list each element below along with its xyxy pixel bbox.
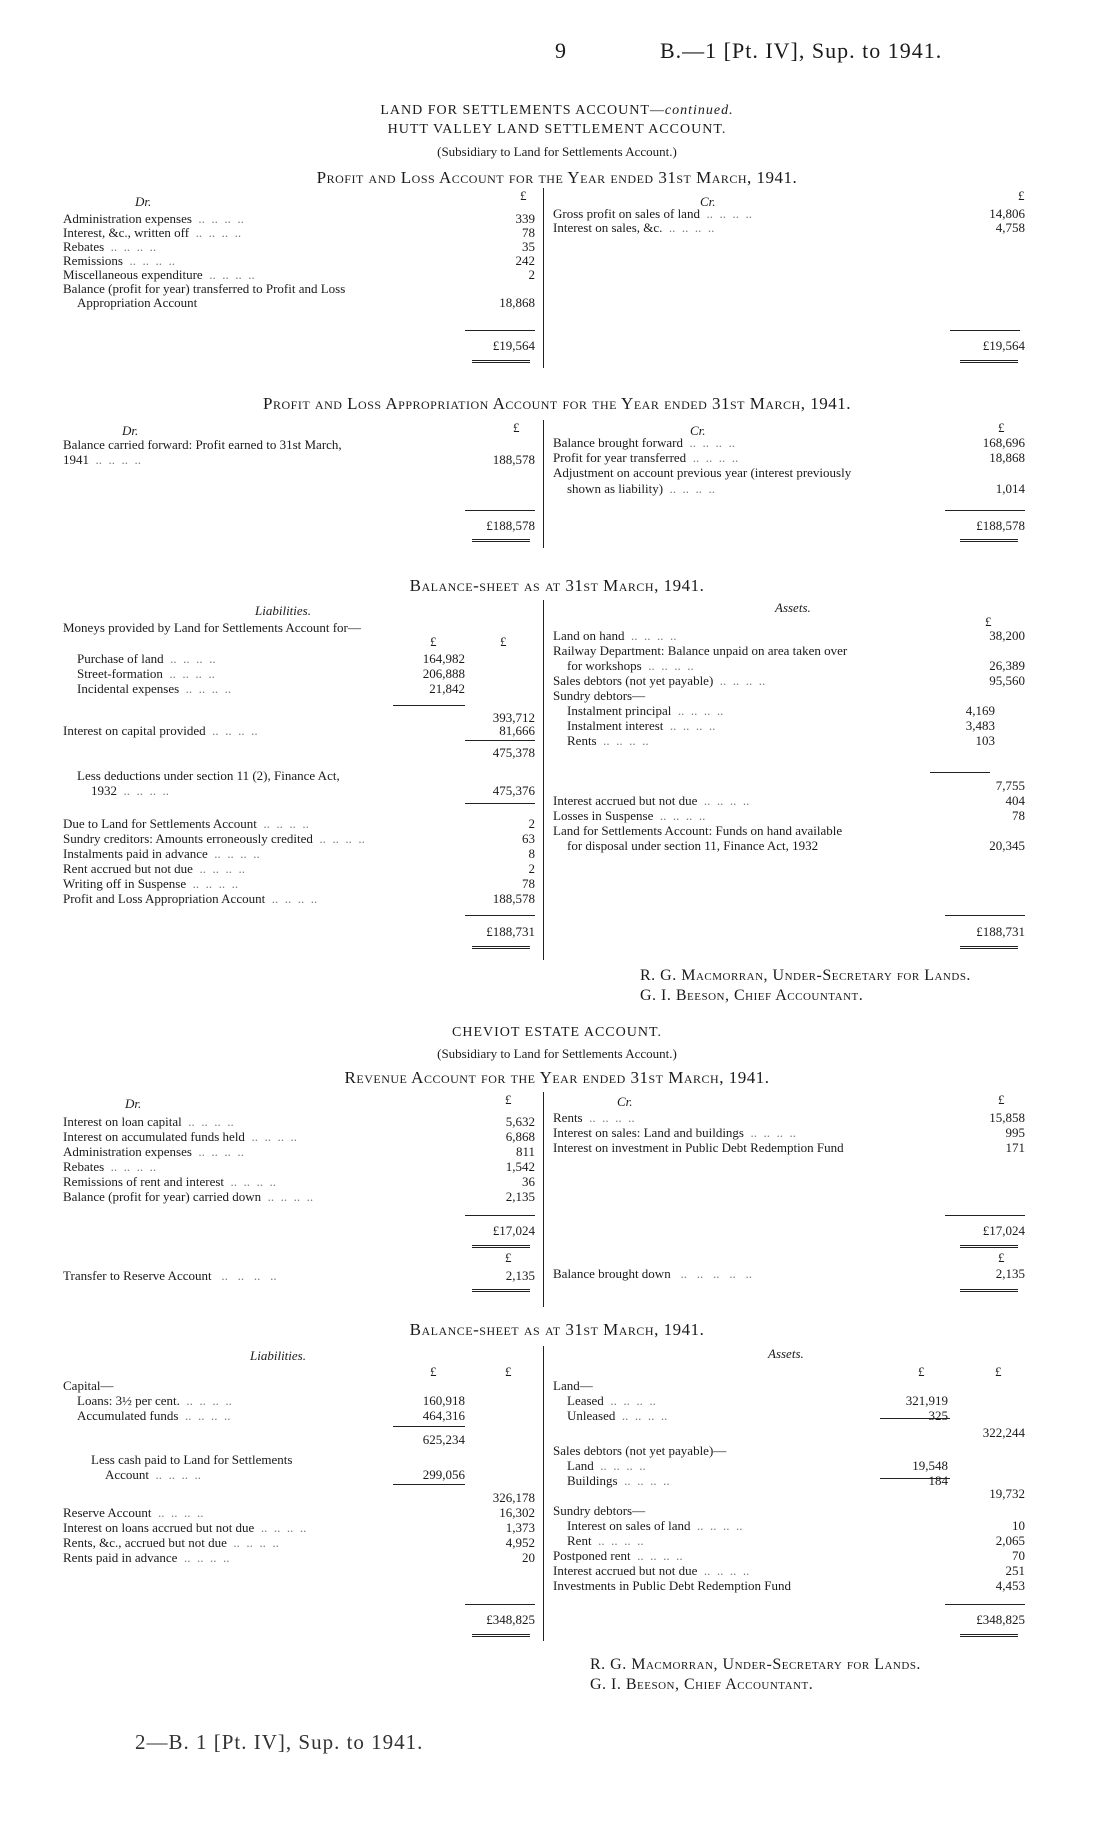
appr-cr-pound: £: [998, 420, 1005, 435]
cheviot-signature-chief-accountant: G. I. Beeson, Chief Accountant.: [590, 1676, 814, 1693]
cbs-asset-row: [553, 1578, 1025, 1593]
pl-debit-row: [63, 281, 535, 296]
pl-debit-row: Miscellaneous expenditure .. .. .. .. 2: [63, 267, 535, 282]
bs-less-row: 1932 .. .. .. .. 475,376: [63, 783, 535, 798]
row-label: Accumulated funds: [77, 1408, 179, 1423]
row-label: Rents paid in advance: [63, 1550, 178, 1565]
row-label: Rent accrued but not due: [63, 861, 193, 876]
row-label: Incidental expenses: [77, 681, 180, 696]
row-amount: 1,542: [505, 1159, 535, 1174]
row-label: Less cash paid to Land for Settlements: [91, 1452, 293, 1467]
row-label: Interest on sales: Land and buildings: [553, 1125, 744, 1140]
rev-dr-double-rule: [472, 1245, 530, 1248]
cbs-divider: [543, 1346, 544, 1641]
row-amount: 164,982: [422, 651, 465, 666]
bs-liab-row: Writing off in Suspense .. .. .. .. 78: [63, 876, 535, 891]
row-label: Interest on loans accrued but not due: [63, 1520, 255, 1535]
cbs-liabilities-title: Liabilities.: [250, 1348, 306, 1363]
row-label: Interest accrued but not due: [553, 793, 698, 808]
bs-moneys-provided: Moneys provided by Land for Settlements Account for—: [63, 620, 361, 635]
appr-dr-double-rule: [472, 539, 530, 542]
row-label: Railway Department: Balance unpaid on area taken over: [553, 643, 848, 658]
row-amount: 171: [1005, 1140, 1025, 1155]
row-amount: 160,918: [422, 1393, 465, 1408]
row-amount: 78: [1012, 808, 1025, 823]
cbs-asset-row: Interest accrued but not due .. .. .. .. 251: [553, 1563, 1025, 1578]
row-label: Remissions of rent and interest: [63, 1174, 225, 1189]
cheviot-title: CHEVIOT ESTATE ACCOUNT.: [452, 1025, 662, 1040]
appr-dr-label: Dr.: [122, 423, 139, 438]
row-amount: 3,483: [965, 718, 995, 733]
cbs-asset-row: Buildings .. .. .. .. 184: [553, 1473, 948, 1488]
cbs-total-liabilities: £348,825: [486, 1612, 535, 1627]
row-amount: 404: [1005, 793, 1025, 808]
bs-asset-row: [553, 688, 1025, 703]
rev-transfer-row: Transfer to Reserve Account .. .. .. .. 2,135: [63, 1268, 535, 1283]
appr-credit-row: [553, 465, 1025, 480]
pl-heading: Profit and Loss Account for the Year ended 31st March, 1941.: [316, 168, 798, 187]
pl-dr-pound: £: [520, 188, 527, 203]
bs-heading: Balance-sheet as at 31st March, 1941.: [409, 576, 705, 595]
bs-divider: [543, 600, 544, 960]
bs-liab-double-rule: [472, 946, 530, 949]
pl-dr-double-rule: [472, 360, 530, 363]
appr-credit-row: Profit for year transferred .. .. .. .. 18,868: [553, 450, 1025, 465]
row-label: Interest accrued but not due: [553, 1563, 698, 1578]
cheviot-subsidiary: (Subsidiary to Land for Settlements Account.): [437, 1046, 677, 1061]
pl-debit-row: Rebates .. .. .. .. 35: [63, 239, 535, 254]
pl-debit-row: Administration expenses .. .. .. .. 339: [63, 211, 535, 226]
appr-heading: Profit and Loss Appropriation Account for the Year ended 31st March, 1941.: [263, 394, 851, 413]
row-amount: 8: [528, 846, 535, 861]
bs-less-rule: [465, 803, 535, 804]
row-amount: 625,234: [422, 1432, 465, 1447]
row-amount: 251: [1005, 1563, 1025, 1578]
rev-dr-rule: [465, 1215, 535, 1216]
row-amount: 995: [1005, 1125, 1025, 1140]
appr-debit-row: [63, 437, 535, 452]
cbs-asset-row: [553, 1378, 1025, 1393]
rev-transfer-pound: £: [505, 1250, 512, 1265]
bs-sub-rule: [393, 705, 465, 706]
cbs-heading: Balance-sheet as at 31st March, 1941.: [409, 1320, 705, 1339]
row-amount: 2: [528, 267, 535, 282]
bs-assets-title: Assets.: [775, 600, 811, 615]
cheviot-signature-under-secretary: R. G. Macmorran, Under-Secretary for Lands.: [590, 1656, 921, 1673]
row-label: Balance brought forward: [553, 435, 683, 450]
rev-cr-label: Cr.: [617, 1094, 633, 1109]
row-amount: 464,316: [422, 1408, 465, 1423]
row-label: Gross profit on sales of land: [553, 206, 700, 221]
rev-debit-row: Remissions of rent and interest .. .. .. .. 36: [63, 1174, 535, 1189]
rev-credit-row: [553, 1140, 1025, 1155]
row-label: 1941: [63, 452, 89, 467]
row-amount: 4,952: [505, 1535, 535, 1550]
row-amount: 188,578: [492, 891, 535, 906]
rev-total-cr: £17,024: [982, 1223, 1025, 1238]
row-amount: 475,376: [492, 783, 535, 798]
bs-sundry-row: Rents .. .. .. .. 103: [553, 733, 995, 748]
cbs-less-rule: [393, 1484, 465, 1485]
bs-total-assets: £188,731: [976, 924, 1025, 939]
bs-total-liabilities: £188,731: [486, 924, 535, 939]
row-amount: 811: [515, 1144, 535, 1159]
row-amount: 10: [1012, 1518, 1025, 1533]
rev-dr-pound: £: [505, 1092, 512, 1107]
bs-sundry-rule: [930, 772, 990, 773]
appr-dr-rule: [465, 510, 535, 511]
row-label: Rents: [553, 1110, 583, 1125]
row-amount: 393,712: [492, 710, 535, 725]
appr-cr-rule: [945, 510, 1025, 511]
rev-debit-row: Interest on loan capital .. .. .. .. 5,632: [63, 1114, 535, 1129]
row-label: Loans: 3½ per cent.: [77, 1393, 180, 1408]
bs-liabilities-title: Liabilities.: [255, 603, 311, 618]
row-label: Account: [105, 1467, 150, 1482]
rev-debit-row: Interest on accumulated funds held .. .. .. .. 6,868: [63, 1129, 535, 1144]
appr-debit-row: 1941 .. .. .. .. 188,578: [63, 452, 535, 467]
pl-cr-rule: [950, 330, 1020, 331]
row-amount: 206,888: [422, 666, 465, 681]
row-amount: 326,178: [492, 1490, 535, 1505]
row-amount: 15,858: [989, 1110, 1025, 1125]
cbs-liab-row: [63, 1452, 465, 1467]
row-amount: 18,868: [499, 295, 535, 310]
bs-liab-pound-1: £: [430, 634, 437, 649]
row-label: Land—: [553, 1378, 593, 1393]
row-label: Less deductions under section 11 (2), Finance Act,: [77, 768, 340, 783]
pl-cr-double-rule: [960, 360, 1018, 363]
bs-asset-row: [553, 823, 1025, 838]
cbs-cap-rule: [393, 1426, 465, 1427]
row-amount: 2: [528, 816, 535, 831]
bs-interest-row: Interest on capital provided .. .. .. .. 81,666: [63, 723, 535, 738]
bs-liab-row: Rent accrued but not due .. .. .. .. 2: [63, 861, 535, 876]
row-label: Miscellaneous expenditure: [63, 267, 203, 282]
cbs-asset-row: [553, 1443, 1025, 1458]
bs-asset-row: Sales debtors (not yet payable) .. .. .. .. 95,560: [553, 673, 1025, 688]
row-amount: 322,244: [982, 1425, 1025, 1440]
pl-divider: [543, 188, 544, 368]
row-amount: 325: [928, 1408, 948, 1423]
pl-dr-rule: [465, 330, 535, 331]
appr-dr-pound: £: [513, 420, 520, 435]
row-label: Balance (profit for year) carried down: [63, 1189, 262, 1204]
row-label: Appropriation Account: [77, 295, 198, 310]
pl-debit-row: Interest, &c., written off .. .. .. .. 78: [63, 225, 535, 240]
row-label: Administration expenses: [63, 1144, 192, 1159]
row-label: Instalments paid in advance: [63, 846, 208, 861]
bs-less-row: [63, 768, 535, 783]
appr-credit-row: Balance brought forward .. .. .. .. 168,696: [553, 435, 1025, 450]
rev-transfer-double-rule: [472, 1289, 530, 1292]
row-amount: 2,135: [505, 1189, 535, 1204]
cbs-sales-rule: [880, 1478, 950, 1479]
bs-liab-row: Instalments paid in advance .. .. .. .. 8: [63, 846, 535, 861]
row-label: shown as liability): [567, 481, 664, 496]
rev-cr-double-rule: [960, 1245, 1018, 1248]
bs-sundry-row: Instalment principal .. .. .. .. 4,169: [553, 703, 995, 718]
row-amount: 78: [522, 225, 535, 240]
pl-total-cr: £19,564: [982, 338, 1025, 353]
cbs-liab-pound-1: £: [430, 1364, 437, 1379]
row-amount: 168,696: [982, 435, 1025, 450]
row-amount: 339: [515, 211, 535, 226]
bs-liab-sub-row: Incidental expenses .. .. .. .. 21,842: [63, 681, 465, 696]
bs-liab-pound-2: £: [500, 634, 507, 649]
cbs-assets-title: Assets.: [768, 1346, 804, 1361]
row-label: Land for Settlements Account: Funds on hand available: [553, 823, 843, 838]
row-label: Rebates: [63, 1159, 105, 1174]
pl-credit-row: Gross profit on sales of land .. .. .. .. 14,806: [553, 206, 1025, 221]
row-amount: 2,065: [995, 1533, 1025, 1548]
cbs-assets-pound-2: £: [995, 1364, 1002, 1379]
row-amount: 26,389: [989, 658, 1025, 673]
row-label: for workshops: [567, 658, 642, 673]
bs-asset-row: for workshops .. .. .. .. 26,389: [553, 658, 1025, 673]
bs-liab-sub-row: Street-formation .. .. .. .. 206,888: [63, 666, 465, 681]
pl-debit-row: Remissions .. .. .. .. 242: [63, 253, 535, 268]
bs-liab-row: Profit and Loss Appropriation Account .. .. .. .. 188,578: [63, 891, 535, 906]
bs-assets-double-rule: [960, 946, 1018, 949]
row-label: Remissions: [63, 253, 123, 268]
cbs-liab-row: Loans: 3½ per cent. .. .. .. .. 160,918: [63, 1393, 465, 1408]
cbs-assets-pound-1: £: [918, 1364, 925, 1379]
cbs-liab-total-rule: [465, 1604, 535, 1605]
cbs-land-rule: [880, 1418, 950, 1419]
row-label: Interest on capital provided: [63, 723, 206, 738]
bs-interest-rule: [465, 740, 535, 741]
row-label: Sundry debtors—: [553, 688, 646, 703]
row-label: Interest on sales, &c.: [553, 220, 663, 235]
row-label: for disposal under section 11, Finance Act, 1932: [567, 838, 819, 853]
row-amount: 19,548: [912, 1458, 948, 1473]
bs-asset-row: [553, 838, 1025, 853]
title-hutt-valley: HUTT VALLEY LAND SETTLEMENT ACCOUNT.: [387, 122, 727, 137]
row-label: Capital—: [63, 1378, 114, 1393]
row-amount: 20,345: [989, 838, 1025, 853]
cbs-liab-pound-2: £: [505, 1364, 512, 1379]
row-amount: 1,373: [505, 1520, 535, 1535]
rev-total-dr: £17,024: [492, 1223, 535, 1238]
bs-liab-sub-row: Purchase of land .. .. .. .. 164,982: [63, 651, 465, 666]
row-label: Instalment principal: [567, 703, 672, 718]
cbs-asset-row: Land .. .. .. .. 19,548: [553, 1458, 948, 1473]
row-label: Sales debtors (not yet payable)—: [553, 1443, 727, 1458]
row-label: Balance (profit for year) transferred to Profit and Loss: [63, 281, 346, 296]
bs-asset-row: Land on hand .. .. .. .. 38,200: [553, 628, 1025, 643]
row-amount: 242: [515, 253, 535, 268]
row-amount: 4,169: [965, 703, 995, 718]
appr-divider: [543, 420, 544, 548]
rev-debit-row: Balance (profit for year) carried down .. .. .. .. 2,135: [63, 1189, 535, 1204]
row-label: Sundry creditors: Amounts erroneously credited: [63, 831, 313, 846]
row-amount: 2: [528, 861, 535, 876]
row-amount: 103: [975, 733, 995, 748]
cbs-liab-row: Rents, &c., accrued but not due .. .. .. .. 4,952: [63, 1535, 535, 1550]
row-amount: 5,632: [505, 1114, 535, 1129]
row-label: Administration expenses: [63, 211, 192, 226]
row-label: Interest, &c., written off: [63, 225, 190, 240]
row-amount: 4,453: [995, 1578, 1025, 1593]
row-amount: 7,755: [995, 778, 1025, 793]
title-land-for-settlements: LAND FOR SETTLEMENTS ACCOUNT—continued.: [380, 103, 734, 118]
row-amount: 21,842: [429, 681, 465, 696]
row-label: Adjustment on account previous year (interest previously: [553, 465, 852, 480]
rev-credit-row: Interest on sales: Land and buildings .. .. .. .. 995: [553, 1125, 1025, 1140]
row-amount: 299,056: [422, 1467, 465, 1482]
row-label: Losses in Suspense: [553, 808, 654, 823]
appr-total-dr: £188,578: [486, 518, 535, 533]
appr-credit-row: shown as liability) .. .. .. .. 1,014: [553, 481, 1025, 496]
pl-credit-row: Interest on sales, &c. .. .. .. .. 4,758: [553, 220, 1025, 235]
row-label: Leased: [567, 1393, 604, 1408]
row-amount: 38,200: [989, 628, 1025, 643]
row-label: Unleased: [567, 1408, 616, 1423]
row-label: Profit for year transferred: [553, 450, 687, 465]
cbs-sundry-row: Interest on sales of land .. .. .. .. 10: [553, 1518, 1025, 1533]
row-label: Interest on accumulated funds held: [63, 1129, 245, 1144]
rev-debit-row: Rebates .. .. .. .. 1,542: [63, 1159, 535, 1174]
row-label: Rents: [567, 733, 597, 748]
row-amount: 63: [522, 831, 535, 846]
cbs-assets-total-rule: [945, 1604, 1025, 1605]
cbs-assets-double-rule: [960, 1634, 1018, 1637]
bs-liab-row: Due to Land for Settlements Account .. .. .. .. 2: [63, 816, 535, 831]
cbs-liab-row: [63, 1378, 535, 1393]
row-label: 1932: [91, 783, 117, 798]
rev-debit-row: Administration expenses .. .. .. .. 811: [63, 1144, 535, 1159]
row-label: Reserve Account: [63, 1505, 152, 1520]
rev-brought-pound: £: [998, 1250, 1005, 1265]
pl-total-dr: £19,564: [492, 338, 535, 353]
row-label: Profit and Loss Appropriation Account: [63, 891, 266, 906]
cbs-sundry-row: Rent .. .. .. .. 2,065: [553, 1533, 1025, 1548]
bs-liab-row: Sundry creditors: Amounts erroneously credited .. .. .. .. 63: [63, 831, 535, 846]
pl-debit-row: [63, 295, 535, 310]
row-amount: 81,666: [499, 723, 535, 738]
row-amount: 188,578: [492, 452, 535, 467]
cbs-liab-double-rule: [472, 1634, 530, 1637]
row-label: Sundry debtors—: [553, 1503, 646, 1518]
row-label: Rents, &c., accrued but not due: [63, 1535, 227, 1550]
rev-brought-double-rule: [960, 1289, 1018, 1292]
cbs-liab-row: Rents paid in advance .. .. .. .. 20: [63, 1550, 535, 1565]
row-label: Instalment interest: [567, 718, 664, 733]
rev-credit-row: Rents .. .. .. .. 15,858: [553, 1110, 1025, 1125]
row-amount: 36: [522, 1174, 535, 1189]
bs-asset-row: Losses in Suspense .. .. .. .. 78: [553, 808, 1025, 823]
signature-under-secretary: R. G. Macmorran, Under-Secretary for Lands.: [640, 967, 971, 984]
row-label: Interest on investment in Public Debt Redemption Fund: [553, 1140, 844, 1155]
row-amount: 1,014: [995, 481, 1025, 496]
bs-assets-pound: £: [985, 614, 992, 629]
rev-cr-pound: £: [998, 1092, 1005, 1107]
row-label: Rebates: [63, 239, 105, 254]
row-label: Investments in Public Debt Redemption Fund: [553, 1578, 791, 1593]
row-label: Sales debtors (not yet payable): [553, 673, 714, 688]
row-label: Interest on sales of land: [567, 1518, 691, 1533]
cbs-asset-row: Leased .. .. .. .. 321,919: [553, 1393, 948, 1408]
row-amount: 35: [522, 239, 535, 254]
appr-total-cr: £188,578: [976, 518, 1025, 533]
page-number: 9: [555, 38, 567, 63]
rev-cr-rule: [945, 1215, 1025, 1216]
row-amount: 475,378: [492, 745, 535, 760]
cbs-liab-row: Reserve Account .. .. .. .. 16,302: [63, 1505, 535, 1520]
rev-brought-row: Balance brought down .. .. .. .. .. 2,135: [553, 1266, 1025, 1281]
bs-assets-total-rule: [945, 915, 1025, 916]
row-label: Postponed rent: [553, 1548, 631, 1563]
pl-dr-label: Dr.: [135, 194, 152, 209]
signature-chief-accountant: G. I. Beeson, Chief Accountant.: [640, 987, 864, 1004]
row-amount: 95,560: [989, 673, 1025, 688]
cbs-asset-row: Unleased .. .. .. .. 325: [553, 1408, 948, 1423]
row-label: Buildings: [567, 1473, 618, 1488]
row-label: Due to Land for Settlements Account: [63, 816, 257, 831]
appr-cr-label: Cr.: [690, 423, 706, 438]
page-reference: B.—1 [Pt. IV], Sup. to 1941.: [660, 38, 943, 63]
row-amount: 184: [928, 1473, 948, 1488]
rev-divider: [543, 1092, 544, 1307]
bs-asset-row: [553, 643, 1025, 658]
row-amount: 20: [522, 1550, 535, 1565]
pl-cr-pound: £: [1018, 188, 1025, 203]
cbs-liab-row: Account .. .. .. .. 299,056: [63, 1467, 465, 1482]
subsidiary-note: (Subsidiary to Land for Settlements Account.): [437, 144, 677, 159]
row-amount: 18,868: [989, 450, 1025, 465]
row-label: Rent: [567, 1533, 592, 1548]
bs-sundry-row: Instalment interest .. .. .. .. 3,483: [553, 718, 995, 733]
bs-liab-total-rule: [465, 915, 535, 916]
row-amount: 4,758: [995, 220, 1025, 235]
row-label: Street-formation: [77, 666, 163, 681]
row-amount: 78: [522, 876, 535, 891]
row-amount: 6,868: [505, 1129, 535, 1144]
appr-cr-double-rule: [960, 539, 1018, 542]
rev-heading: Revenue Account for the Year ended 31st March, 1941.: [344, 1068, 770, 1087]
bs-asset-row: Interest accrued but not due .. .. .. .. 404: [553, 793, 1025, 808]
row-label: Writing off in Suspense: [63, 876, 187, 891]
row-amount: 16,302: [499, 1505, 535, 1520]
pl-cr-label: Cr.: [700, 194, 716, 209]
cbs-liab-row: Accumulated funds .. .. .. .. 464,316: [63, 1408, 465, 1423]
row-label: Interest on loan capital: [63, 1114, 182, 1129]
row-label: Land on hand: [553, 628, 625, 643]
row-label: Balance carried forward: Profit earned to 31st March,: [63, 437, 342, 452]
rev-dr-label: Dr.: [125, 1096, 142, 1111]
row-label: Land: [567, 1458, 594, 1473]
cbs-liab-row: Interest on loans accrued but not due .. .. .. .. 1,373: [63, 1520, 535, 1535]
row-amount: 70: [1012, 1548, 1025, 1563]
row-amount: 321,919: [905, 1393, 948, 1408]
cbs-total-assets: £348,825: [976, 1612, 1025, 1627]
row-amount: 14,806: [989, 206, 1025, 221]
row-amount: 19,732: [989, 1486, 1025, 1501]
footer-reference: 2—B. 1 [Pt. IV], Sup. to 1941.: [135, 1730, 424, 1754]
cbs-asset-row: [553, 1503, 1025, 1518]
row-label: Purchase of land: [77, 651, 164, 666]
cbs-asset-row: Postponed rent .. .. .. .. 70: [553, 1548, 1025, 1563]
